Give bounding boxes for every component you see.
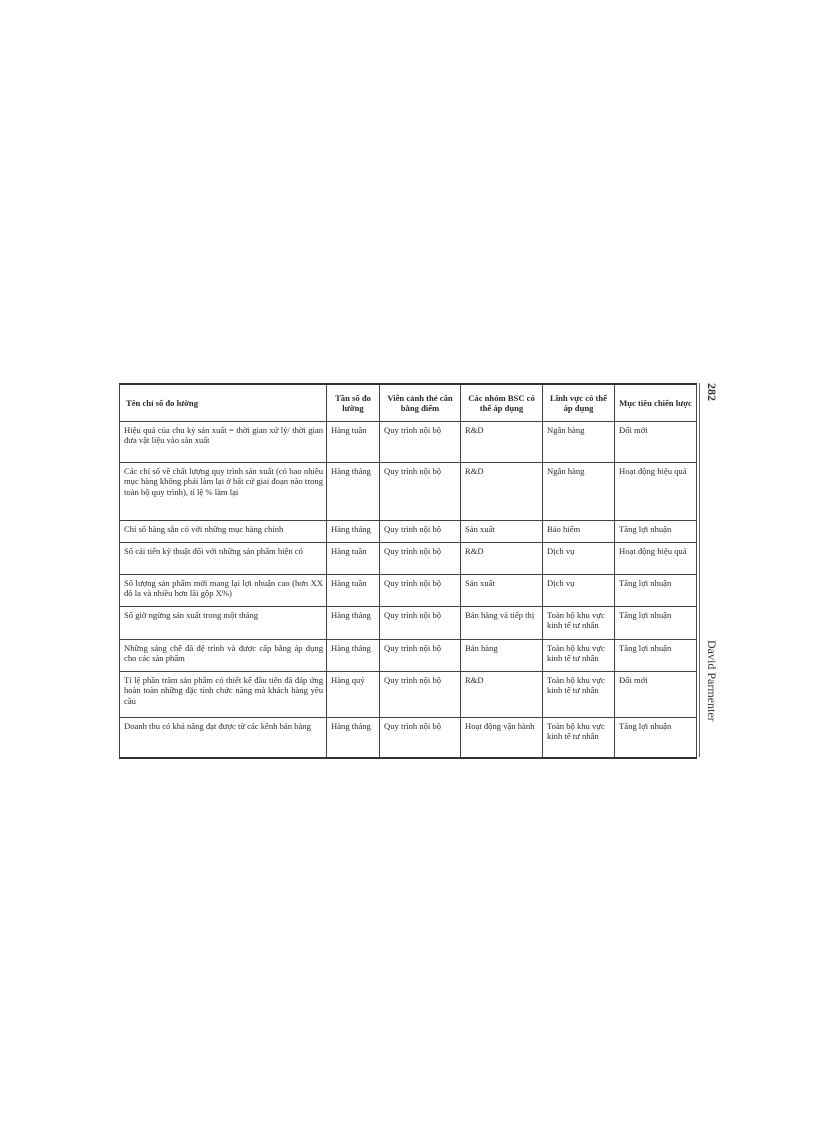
table-cell: Toàn bộ khu vực kinh tế tư nhân (543, 607, 615, 640)
table-cell: Hoạt động vận hành (461, 718, 543, 758)
table-cell: Số cải tiến kỹ thuật đối với những sản phẩm hiện có (120, 543, 327, 575)
table-cell: Quy trình nội bộ (380, 672, 461, 718)
table-cell: Tăng lợi nhuận (615, 521, 697, 543)
table-cell: Bán hàng (461, 640, 543, 672)
author-name: David Parmenter (705, 640, 719, 722)
header-cell: Mục tiêu chiến lược (615, 384, 697, 422)
header-cell: Tần số đo lường (327, 384, 380, 422)
table-row (120, 543, 697, 575)
table-cell: Hàng tháng (327, 607, 380, 640)
table-cell: Các chỉ số về chất lượng quy trình sản xuất (có bao nhiêu mục hàng không phải làm lại ở bất cứ giai đoạn nào trong toàn bộ quy trình), tỉ lệ % làm lại (120, 463, 327, 521)
table-row (120, 672, 697, 718)
page-number: 282 (705, 383, 719, 401)
table-cell: Hàng quý (327, 672, 380, 718)
table-cell: Đổi mới (615, 672, 697, 718)
table-cell: Hoạt động hiệu quả (615, 543, 697, 575)
table-cell: Hàng tháng (327, 463, 380, 521)
table-cell: Hàng tuần (327, 575, 380, 607)
table-cell: Quy trình nội bộ (380, 543, 461, 575)
table-cell: Hoạt động hiệu quả (615, 463, 697, 521)
header-cell: Tên chỉ số đo lường (120, 384, 327, 422)
table-cell: Sản xuất (461, 521, 543, 543)
table-cell: Quy trình nội bộ (380, 718, 461, 758)
table-cell: Hàng tháng (327, 640, 380, 672)
table-cell: Bán hàng và tiếp thị (461, 607, 543, 640)
table-cell: R&D (461, 463, 543, 521)
table-row (120, 521, 697, 543)
table-cell: Hàng tuần (327, 422, 380, 463)
table-cell: Sản xuất (461, 575, 543, 607)
table-cell: Đổi mới (615, 422, 697, 463)
table-cell: Tăng lợi nhuận (615, 575, 697, 607)
table-header-row (120, 384, 697, 422)
table-cell: Hàng tuần (327, 543, 380, 575)
side-rule (699, 383, 700, 757)
table-cell: R&D (461, 672, 543, 718)
table-cell: Quy trình nội bộ (380, 575, 461, 607)
table-cell: Quy trình nội bộ (380, 521, 461, 543)
table-cell: Hàng tháng (327, 718, 380, 758)
table-cell: Bảo hiểm (543, 521, 615, 543)
table-cell: Toàn bộ khu vực kinh tế tư nhân (543, 640, 615, 672)
header-cell: Viễn cảnh thẻ cân bằng điểm (380, 384, 461, 422)
table-row (120, 575, 697, 607)
table-cell: Tăng lợi nhuận (615, 640, 697, 672)
header-cell: Lĩnh vực có thể áp dụng (543, 384, 615, 422)
table-cell: Tăng lợi nhuận (615, 607, 697, 640)
table-cell: Số lượng sản phẩm mới mang lại lợi nhuận cao (hơn XX đô la và nhiều hơn lãi gộp X%) (120, 575, 327, 607)
table-cell: Số giờ ngừng sản xuất trong một tháng (120, 607, 327, 640)
table-cell: Quy trình nội bộ (380, 607, 461, 640)
table-cell: Tỉ lệ phần trăm sản phẩm có thiết kế đầu tiên đã đáp ứng hoàn toàn những đặc tính chức năng mà khách hàng yêu cầu (120, 672, 327, 718)
table-cell: Tăng lợi nhuận (615, 718, 697, 758)
table-cell: R&D (461, 543, 543, 575)
kpi-table (119, 383, 697, 759)
table-row (120, 463, 697, 521)
table-cell: Hiệu quả của chu kỳ sản xuất = thời gian xử lý/ thời gian đưa vật liệu vào sản xuất (120, 422, 327, 463)
table-row (120, 718, 697, 758)
table-cell: Hàng tháng (327, 521, 380, 543)
table-cell: Quy trình nội bộ (380, 463, 461, 521)
table-cell: Toàn bộ khu vực kinh tế tư nhân (543, 718, 615, 758)
table-cell: Quy trình nội bộ (380, 640, 461, 672)
table-cell: Ngân hàng (543, 463, 615, 521)
table-cell: Quy trình nội bộ (380, 422, 461, 463)
table-cell: R&D (461, 422, 543, 463)
table-cell: Dịch vụ (543, 543, 615, 575)
table-cell: Toàn bộ khu vực kinh tế tư nhân (543, 672, 615, 718)
table-cell: Doanh thu có khả năng đạt được từ các kênh bán hàng (120, 718, 327, 758)
table-cell: Ngân hàng (543, 422, 615, 463)
table-cell: Dịch vụ (543, 575, 615, 607)
table-row (120, 607, 697, 640)
table-cell: Những sáng chế đã đệ trình và được cấp bằng áp dụng cho các sản phẩm (120, 640, 327, 672)
kpi-table-container (119, 383, 696, 759)
table-row (120, 422, 697, 463)
table-cell: Chỉ số hàng sẵn có với những mục hàng chính (120, 521, 327, 543)
table-row (120, 640, 697, 672)
header-cell: Các nhóm BSC có thể áp dụng (461, 384, 543, 422)
